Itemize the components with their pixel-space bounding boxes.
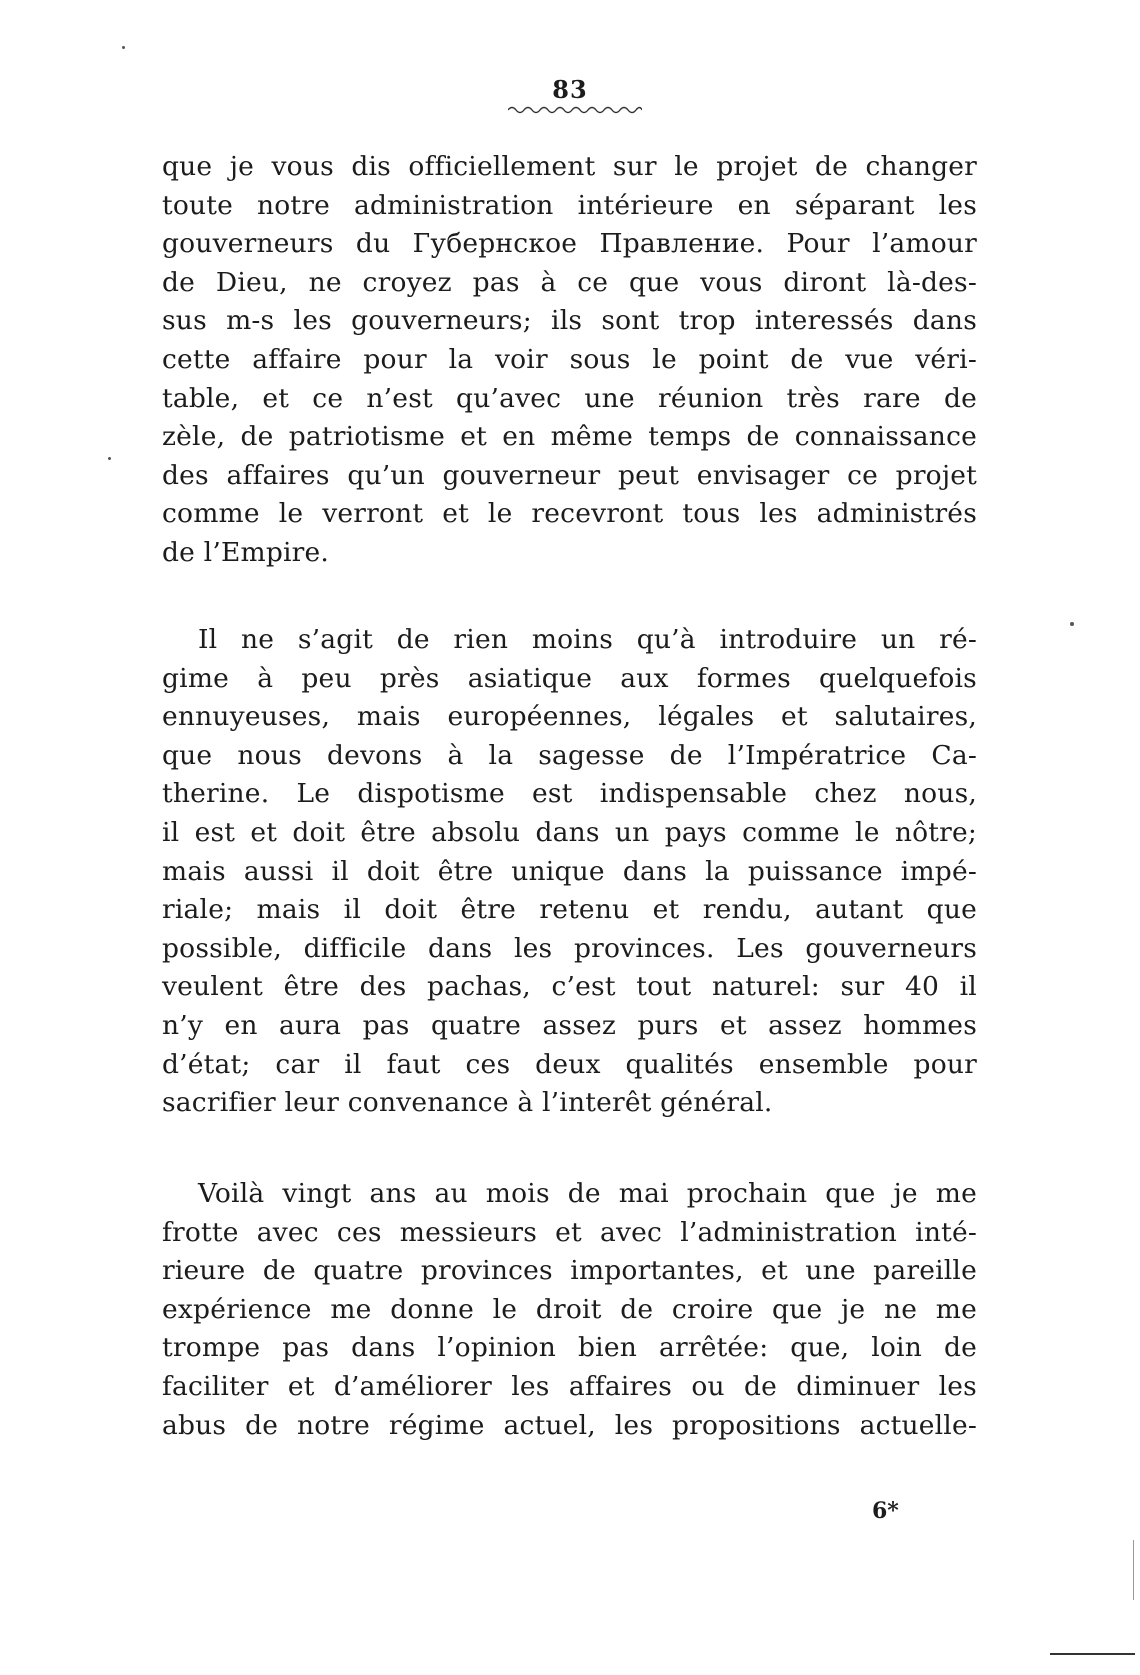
text-line: trompe pas dans l’opinion bien arrêtée: que, loin de — [162, 1332, 977, 1364]
text-line: il est et doit être absolu dans un pays comme le nôtre; — [162, 816, 977, 848]
text-line: n’y en aura pas quatre assez purs et assez hommes — [162, 1009, 977, 1041]
text-line: Voilà vingt ans au mois de mai prochain que je me — [198, 1178, 977, 1209]
paragraph-1 — [162, 148, 977, 573]
paragraph-3 — [162, 1175, 977, 1445]
text-line: frotte avec ces messieurs et avec l’administration inté- — [162, 1216, 977, 1248]
text-line: zèle, de patriotisme et en même temps de connaissance — [162, 421, 977, 453]
text-line: Il ne s’agit de rien moins qu’à introduire un ré- — [198, 624, 977, 655]
text-line: cette affaire pour la voir sous le point de vue véri- — [162, 343, 977, 375]
signature-mark: 6* — [872, 1498, 899, 1524]
scan-edge-line — [1050, 1653, 1135, 1655]
scan-speck — [108, 457, 111, 460]
text-line: therine. Le dispotisme est indispensable chez nous, — [162, 778, 977, 810]
text-line: que je vous dis officiellement sur le projet de changer — [162, 151, 977, 182]
text-line: riale; mais il doit être retenu et rendu, autant que — [162, 894, 977, 926]
text-line: de Dieu, ne croyez pas à ce que vous diront là-des- — [162, 266, 977, 298]
scan-speck — [1070, 622, 1074, 626]
scan-speck — [122, 46, 125, 49]
text-line: mais aussi il doit être unique dans la puissance impé- — [162, 855, 977, 887]
text-line: d’état; car il faut ces deux qualités ensemble pour — [162, 1048, 977, 1080]
paragraph-2 — [162, 621, 977, 1123]
text-line: des affaires qu’un gouverneur peut envisager ce projet — [162, 459, 977, 491]
text-line: abus de notre régime actuel, les propositions actuelle- — [162, 1409, 977, 1441]
text-line: ennuyeuses, mais européennes, légales et salutaires, — [162, 701, 977, 733]
text-line: rieure de quatre provinces importantes, et une pareille — [162, 1255, 977, 1287]
text-line: gime à peu près asiatique aux formes quelquefois — [162, 662, 977, 694]
text-line: de l’Empire. — [162, 536, 330, 568]
text-line: expérience me donne le droit de croire que je ne me — [162, 1293, 977, 1325]
text-line: toute notre administration intérieure en séparant les — [162, 189, 977, 221]
text-line: table, et ce n’est qu’avec une réunion très rare de — [162, 382, 977, 414]
text-line: possible, difficile dans les provinces. Les gouverneurs — [162, 932, 977, 964]
text-line: sacrifier leur convenance à l’interêt général. — [162, 1087, 773, 1119]
text-line: que nous devons à la sagesse de l’Impératrice Ca- — [162, 739, 977, 771]
scan-edge-line — [1133, 1540, 1134, 1600]
wavy-rule-ornament — [508, 104, 642, 116]
text-line: faciliter et d’améliorer les affaires ou de diminuer les — [162, 1370, 977, 1402]
text-line: comme le verront et le recevront tous les administrés — [162, 498, 977, 530]
text-line: gouverneurs du Губернское Правление. Pour l’amour — [162, 228, 977, 260]
text-line: sus m-s les gouverneurs; ils sont trop interessés dans — [162, 305, 977, 337]
text-line: veulent être des pachas, c’est tout naturel: sur 40 il — [162, 971, 977, 1003]
page-number: 83 — [552, 75, 588, 104]
